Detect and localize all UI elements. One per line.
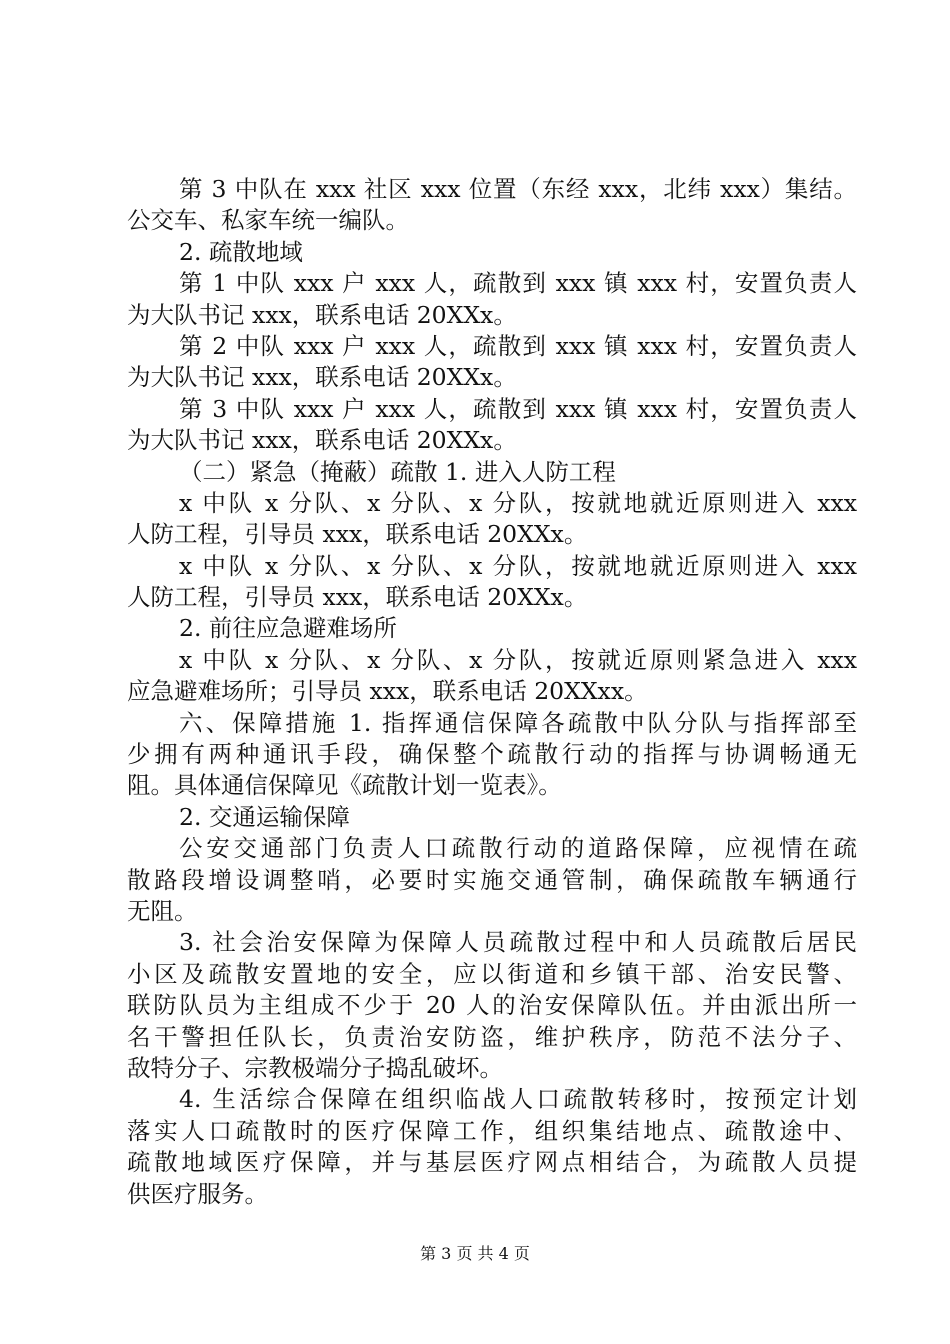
text-line: 3. 社会治安保障为保障人员疏散过程中和人员疏散后居民 (179, 928, 857, 957)
text-line: 阻。具体通信保障见《疏散计划一览表》。 (127, 771, 562, 800)
page-footer: 第 3 页 共 4 页 (420, 1244, 530, 1263)
text-line: 为大队书记 xxx，联系电话 20XXx。 (127, 363, 517, 392)
text-line: 为大队书记 xxx，联系电话 20XXx。 (127, 300, 517, 329)
text-line: 六、保障措施 1. 指挥通信保障各疏散中队分队与指挥部至 (179, 708, 857, 737)
text-line: x 中队 x 分队、x 分队、x 分队，按就地就近原则进入 xxx (179, 488, 857, 517)
text-line: 第 3 中队在 xxx 社区 xxx 位置（东经 xxx，北纬 xxx）集结。 (179, 175, 857, 203)
text-line: 第 1 中队 xxx 户 xxx 人，疏散到 xxx 镇 xxx 村，安置负责人 (179, 269, 857, 298)
text-line: 名干警担任队长，负责治安防盗，维护秩序，防范不法分子、 (127, 1022, 857, 1051)
text-line: 公交车、私家车统一编队。 (127, 206, 409, 235)
text-line: 少拥有两种通讯手段，确保整个疏散行动的指挥与协调畅通无 (127, 740, 857, 769)
text-line: 无阻。 (127, 896, 198, 925)
text-line: 人防工程，引导员 xxx，联系电话 20XXx。 (127, 583, 588, 612)
text-line: x 中队 x 分队、x 分队、x 分队，按就近原则紧急进入 xxx (179, 645, 857, 674)
text-line: 供医疗服务。 (127, 1179, 268, 1208)
document-body (127, 174, 857, 1210)
text-line: 2. 交通运输保障 (179, 802, 350, 831)
text-line: 散路段增设调整哨，必要时实施交通管制，确保疏散车辆通行 (127, 865, 857, 894)
text-line: 2. 前往应急避难场所 (179, 614, 397, 643)
text-line: 敌特分子、宗教极端分子捣乱破坏。 (127, 1053, 503, 1082)
text-line: 公安交通部门负责人口疏散行动的道路保障，应视情在疏 (179, 834, 857, 863)
text-line: 人防工程，引导员 xxx，联系电话 20XXx。 (127, 520, 588, 549)
text-line: x 中队 x 分队、x 分队、x 分队，按就地就近原则进入 xxx (179, 551, 857, 580)
text-line: 落实人口疏散时的医疗保障工作，组织集结地点、疏散途中、 (127, 1116, 857, 1145)
text-line: 应急避难场所；引导员 xxx，联系电话 20XXxx。 (127, 677, 648, 706)
text-line: 2. 疏散地域 (179, 237, 303, 266)
text-line: 联防队员为主组成不少于 20 人的治安保障队伍。并由派出所一 (127, 991, 857, 1020)
text-line: （二）紧急（掩蔽）疏散 1. 进入人防工程 (179, 457, 616, 486)
text-line: 4. 生活综合保障在组织临战人口疏散转移时，按预定计划 (179, 1085, 857, 1114)
text-line: 为大队书记 xxx，联系电话 20XXx。 (127, 426, 517, 455)
text-line: 第 2 中队 xxx 户 xxx 人，疏散到 xxx 镇 xxx 村，安置负责人 (179, 331, 857, 360)
text-line: 疏散地域医疗保障，并与基层医疗网点相结合，为疏散人员提 (127, 1148, 857, 1177)
text-line: 小区及疏散安置地的安全，应以街道和乡镇干部、治安民警、 (127, 959, 857, 988)
text-line: 第 3 中队 xxx 户 xxx 人，疏散到 xxx 镇 xxx 村，安置负责人 (179, 394, 857, 423)
